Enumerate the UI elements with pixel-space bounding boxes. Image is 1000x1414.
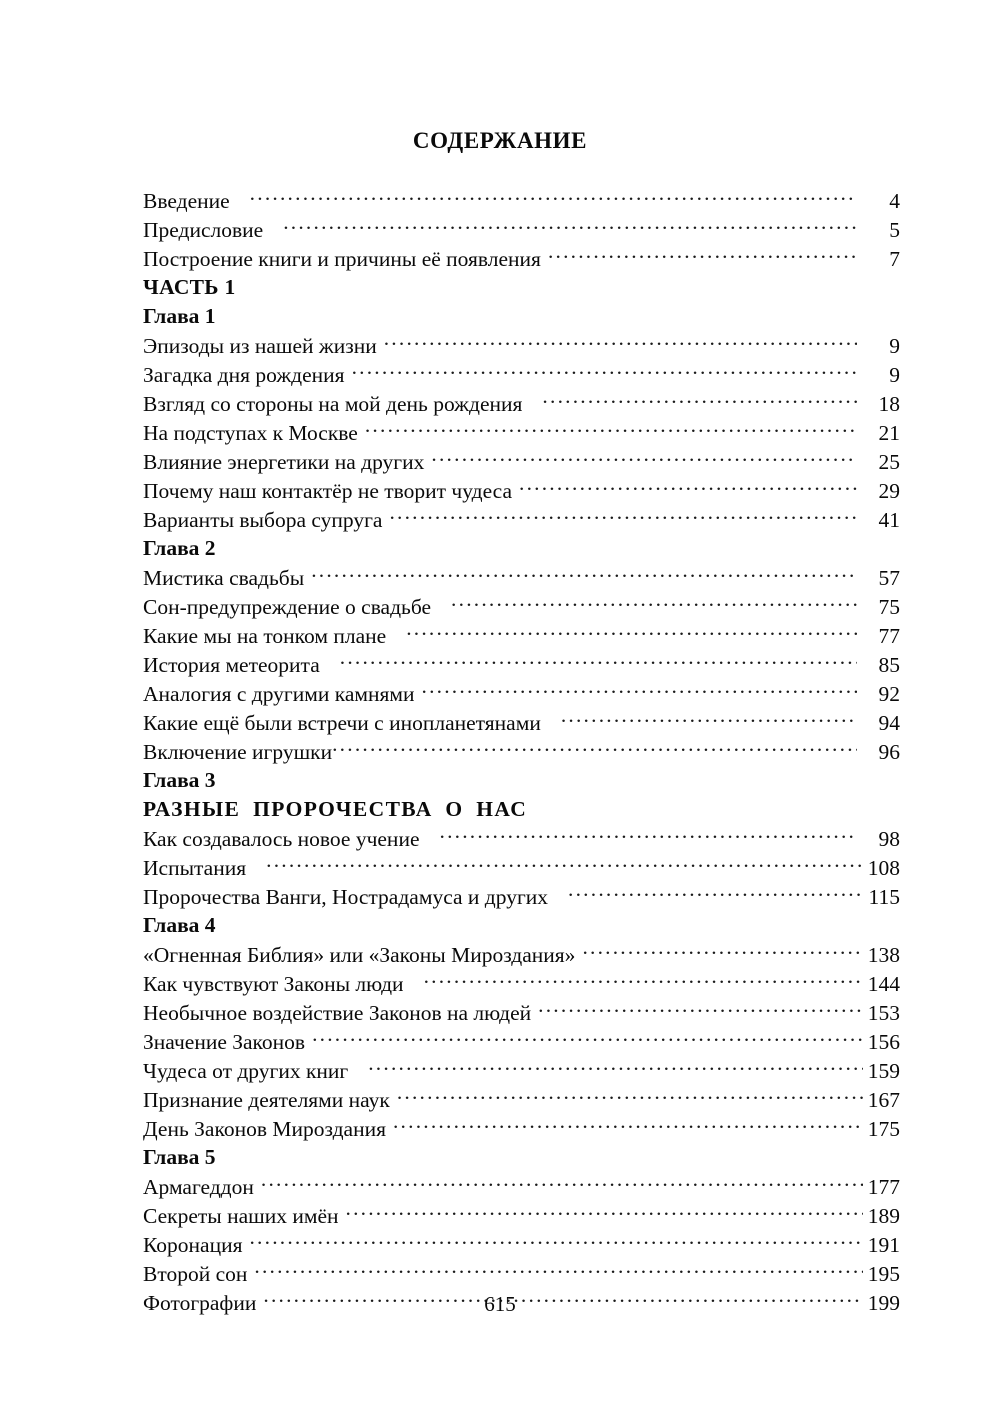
toc-chapter-heading: Глава 1 xyxy=(143,304,216,328)
dot-leader xyxy=(254,1259,863,1281)
toc-entry-label: Влияние энергетики на других xyxy=(143,449,425,474)
dot-leader xyxy=(384,331,857,353)
dot-leader xyxy=(440,824,858,846)
dot-leader xyxy=(393,1114,863,1136)
toc-entry-page-number: 5 xyxy=(889,217,900,242)
dot-leader xyxy=(266,853,863,875)
dot-leader xyxy=(249,1230,863,1252)
toc-entry-page-number: 85 xyxy=(878,652,900,677)
toc-entry-page-number: 156 xyxy=(867,1029,900,1054)
toc-entry-label: Сон-предупреждение о свадьбе xyxy=(143,594,432,619)
toc-entry-label: Какие ещё были встречи с инопланетянами xyxy=(143,710,541,735)
toc-entry-page-number: 159 xyxy=(867,1058,900,1083)
toc-entry[interactable] xyxy=(143,505,900,534)
toc-entry-label: Чудеса от других книг xyxy=(143,1058,349,1083)
toc-entry-page-number: 153 xyxy=(867,1000,900,1025)
toc-entry-page-number: 199 xyxy=(867,1290,900,1315)
toc-entry-page-number: 138 xyxy=(867,942,900,967)
page-folio: 615 xyxy=(484,1292,516,1316)
dot-leader xyxy=(568,882,863,904)
toc-entry-label: Как создавалось новое учение xyxy=(143,826,420,851)
dot-leader xyxy=(332,737,857,759)
toc-entry-page-number: 9 xyxy=(889,362,900,387)
toc-chapter-heading: Глава 2 xyxy=(143,536,216,560)
toc-entry-page-number: 25 xyxy=(878,449,900,474)
dot-leader xyxy=(542,389,857,411)
toc-entry[interactable] xyxy=(143,882,900,911)
dot-leader xyxy=(250,186,857,208)
toc-entry-page-number: 177 xyxy=(867,1174,900,1199)
toc-entry-page-number: 195 xyxy=(867,1261,900,1286)
toc-entry[interactable] xyxy=(143,447,900,476)
toc-entry[interactable] xyxy=(143,389,900,418)
toc-entry[interactable] xyxy=(143,592,900,621)
toc-entry-page-number: 4 xyxy=(889,188,900,213)
toc-entry[interactable] xyxy=(143,331,900,360)
toc-list xyxy=(143,186,900,1317)
toc-entry[interactable] xyxy=(143,1114,900,1143)
toc-entry[interactable] xyxy=(143,1027,900,1056)
toc-entry-page-number: 191 xyxy=(867,1232,900,1257)
toc-entry-page-number: 9 xyxy=(889,333,900,358)
toc-part-heading: ЧАСТЬ 1 xyxy=(143,275,236,299)
toc-entry-label: Признание деятелями наук xyxy=(143,1087,390,1112)
toc-entry[interactable] xyxy=(143,1201,900,1230)
dot-leader xyxy=(397,1085,863,1107)
dot-leader xyxy=(346,1201,864,1223)
toc-entry-label: Почему наш контактёр не творит чудеса xyxy=(143,478,512,503)
toc-entry[interactable] xyxy=(143,215,900,244)
toc-entry-label: Второй сон xyxy=(143,1261,248,1286)
toc-entry-label: Как чувствуют Законы люди xyxy=(143,971,404,996)
toc-entry-label: На подступах к Москве xyxy=(143,420,358,445)
dot-leader xyxy=(311,563,857,585)
toc-entry[interactable] xyxy=(143,650,900,679)
toc-entry[interactable] xyxy=(143,476,900,505)
toc-entry-label: Необычное воздействие Законов на людей xyxy=(143,1000,532,1025)
toc-entry[interactable] xyxy=(143,853,900,882)
dot-leader xyxy=(368,1056,863,1078)
toc-entry-label: Предисловие xyxy=(143,217,264,242)
toc-entry[interactable] xyxy=(143,737,900,766)
toc-entry-label: Коронация xyxy=(143,1232,243,1257)
dot-leader xyxy=(261,1172,863,1194)
toc-entry-label: Загадка дня рождения xyxy=(143,362,345,387)
toc-entry[interactable] xyxy=(143,679,900,708)
page-title: СОДЕРЖАНИЕ xyxy=(412,128,588,153)
toc-entry[interactable] xyxy=(143,186,900,215)
toc-chapter-heading: Глава 4 xyxy=(143,913,216,937)
dot-leader xyxy=(312,1027,863,1049)
toc-entry[interactable] xyxy=(143,998,900,1027)
toc-entry-label: «Огненная Библия» или «Законы Мироздания» xyxy=(143,942,576,967)
toc-entry-page-number: 21 xyxy=(878,420,900,445)
toc-entry-label: Введение xyxy=(143,188,230,213)
toc-entry-label: Армагеддон xyxy=(143,1174,254,1199)
dot-leader xyxy=(431,447,857,469)
toc-entry-label: Секреты наших имён xyxy=(143,1203,339,1228)
toc-entry[interactable] xyxy=(143,969,900,998)
toc-entry-page-number: 189 xyxy=(867,1203,900,1228)
dot-leader xyxy=(424,969,863,991)
toc-entry[interactable] xyxy=(143,708,900,737)
toc-entry-label: Какие мы на тонком плане xyxy=(143,623,387,648)
toc-entry-page-number: 98 xyxy=(878,826,900,851)
dot-leader xyxy=(365,418,857,440)
dot-leader xyxy=(340,650,857,672)
dot-leader xyxy=(406,621,857,643)
toc-entry[interactable] xyxy=(143,621,900,650)
toc-entry-page-number: 75 xyxy=(878,594,900,619)
dot-leader xyxy=(422,679,858,701)
toc-entry[interactable] xyxy=(143,1259,900,1288)
toc-entry-page-number: 108 xyxy=(867,855,900,880)
toc-section-heading: РАЗНЫЕ ПРОРОЧЕСТВА О НАС xyxy=(143,797,528,821)
toc-entry[interactable] xyxy=(143,360,900,389)
toc-entry-label: Включение игрушки xyxy=(143,739,333,764)
dot-leader xyxy=(582,940,863,962)
toc-chapter-heading: Глава 3 xyxy=(143,768,216,792)
toc-entry-label: Мистика свадьбы xyxy=(143,565,305,590)
dot-leader xyxy=(519,476,857,498)
toc-entry-label: Аналогия с другими камнями xyxy=(143,681,415,706)
toc-entry-page-number: 94 xyxy=(878,710,900,735)
toc-entry-page-number: 41 xyxy=(878,507,900,532)
toc-entry-page-number: 77 xyxy=(878,623,900,648)
dot-leader xyxy=(548,244,857,266)
toc-entry[interactable] xyxy=(143,418,900,447)
toc-entry[interactable] xyxy=(143,1230,900,1259)
dot-leader xyxy=(389,505,857,527)
toc-entry-label: Фотографии xyxy=(143,1290,257,1315)
toc-entry-label: История метеорита xyxy=(143,652,320,677)
toc-entry-label: Построение книги и причины её появления xyxy=(143,246,541,271)
toc-entry[interactable] xyxy=(143,244,900,273)
dot-leader xyxy=(538,998,863,1020)
toc-entry[interactable] xyxy=(143,1085,900,1114)
toc-entry-page-number: 167 xyxy=(867,1087,900,1112)
toc-entry[interactable] xyxy=(143,824,900,853)
toc-entry-label: Значение Законов xyxy=(143,1029,306,1054)
toc-entry-label: Пророчества Ванги, Нострадамуса и других xyxy=(143,884,549,909)
toc-entry-label: Варианты выбора супруга xyxy=(143,507,383,532)
toc-entry-label: День Законов Мироздания xyxy=(143,1116,386,1141)
dot-leader xyxy=(352,360,857,382)
toc-entry[interactable] xyxy=(143,1172,900,1201)
toc-entry-page-number: 175 xyxy=(867,1116,900,1141)
dot-leader xyxy=(283,215,857,237)
toc-entry-page-number: 7 xyxy=(889,246,900,271)
toc-chapter-heading: Глава 5 xyxy=(143,1145,216,1169)
toc-entry-label: Эпизоды из нашей жизни xyxy=(143,333,377,358)
toc-entry[interactable] xyxy=(143,563,900,592)
toc-entry-page-number: 92 xyxy=(878,681,900,706)
toc-entry-page-number: 57 xyxy=(878,565,900,590)
dot-leader xyxy=(451,592,857,614)
toc-entry[interactable] xyxy=(143,940,900,969)
toc-entry-page-number: 29 xyxy=(878,478,900,503)
toc-entry-label: Испытания xyxy=(143,855,247,880)
toc-entry[interactable] xyxy=(143,1056,900,1085)
toc-entry-label: Взгляд со стороны на мой день рождения xyxy=(143,391,523,416)
toc-entry-page-number: 18 xyxy=(878,391,900,416)
dot-leader xyxy=(561,708,857,730)
toc-entry-page-number: 115 xyxy=(868,884,900,909)
toc-entry-page-number: 144 xyxy=(867,971,900,996)
toc-entry-page-number: 96 xyxy=(878,739,900,764)
